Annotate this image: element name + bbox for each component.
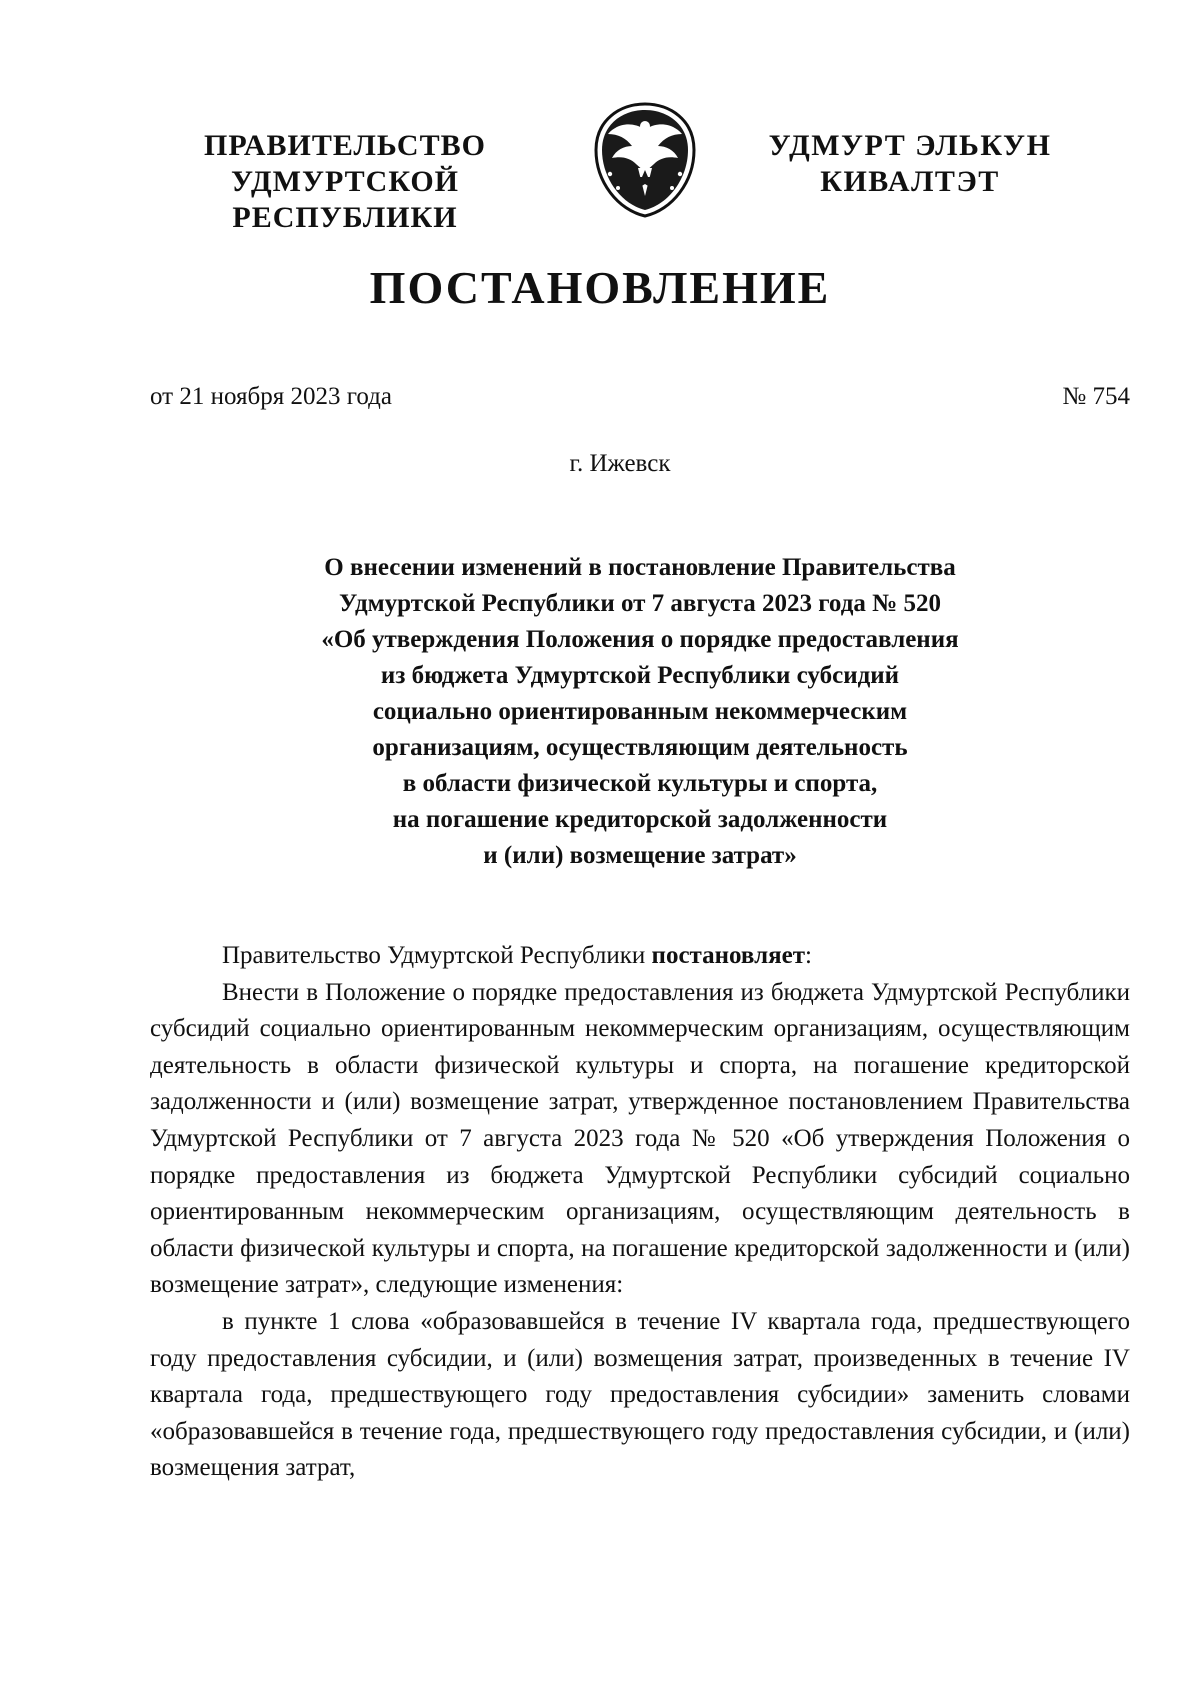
body-paragraph: в пункте 1 слова «образовавшейся в течение IV квартала года, предшествующего году предоставления субсидии, и (или) возмещения затрат, произведенных в течение IV квартала года, предшествующего году предоставления субсидии» заменить словами «образовавшейся в течение года, предшествующего году предоставления субсидии, и (или) возмещения затрат, (150, 1307, 1130, 1482)
government-name-line: ПРАВИТЕЛЬСТВО (204, 129, 486, 162)
government-name-line: УДМУРТ ЭЛЬКУН (768, 129, 1052, 162)
document-body (150, 938, 1130, 1487)
document-title (250, 550, 1030, 874)
document-place: г. Ижевск (569, 450, 671, 477)
title-line: организациям, осуществляющим деятельность (372, 734, 908, 761)
title-line: на погашение кредиторской задолженности (392, 806, 888, 833)
intro-paragraph (150, 938, 1130, 975)
title-line: социально ориентированным некоммерческим (372, 698, 908, 725)
coat-of-arms-icon (590, 100, 700, 220)
document-type-heading: ПОСТАНОВЛЕНИЕ (369, 262, 831, 313)
government-name-russian (120, 128, 570, 236)
title-line: и (или) возмещение затрат» (483, 842, 797, 869)
intro-text: Правительство Удмуртской Республики (222, 942, 652, 969)
title-line: Удмуртской Республики от 7 августа 2023 года № 520 (339, 590, 941, 617)
title-line: в области физической культуры и спорта, (402, 770, 878, 797)
government-name-line: УДМУРТСКОЙ РЕСПУБЛИКИ (231, 165, 459, 234)
government-name-udmurt (745, 128, 1075, 200)
title-line: О внесении изменений в постановление Правительства (324, 554, 956, 581)
title-line: «Об утверждения Положения о порядке предоставления (321, 626, 959, 653)
document-number: № 754 (1062, 383, 1130, 410)
title-line: из бюджета Удмуртской Республики субсидий (380, 662, 900, 689)
body-paragraph: Внести в Положение о порядке предоставления из бюджета Удмуртской Республики субсидий социально ориентированным некоммерческим организациям, осуществляющим деятельность в области физической культуры и спорта, на погашение кредиторской задолженности и (или) возмещение затрат, утвержденное постановлением Правительства Удмуртской Республики от 7 августа 2023 года № 520 «Об утверждения Положения о порядке предоставления из бюджета Удмуртской Республики субсидий социально ориентированным некоммерческим организациям, осуществляющим деятельность в области физической культуры и спорта, на погашение кредиторской задолженности и (или) возмещение затрат», следующие изменения: (150, 978, 1130, 1299)
document-date: от 21 ноября 2023 года (150, 383, 392, 410)
intro-bold-verb: постановляет (651, 942, 806, 969)
intro-end: : (805, 942, 812, 969)
government-name-line: КИВАЛТЭТ (820, 165, 1000, 198)
